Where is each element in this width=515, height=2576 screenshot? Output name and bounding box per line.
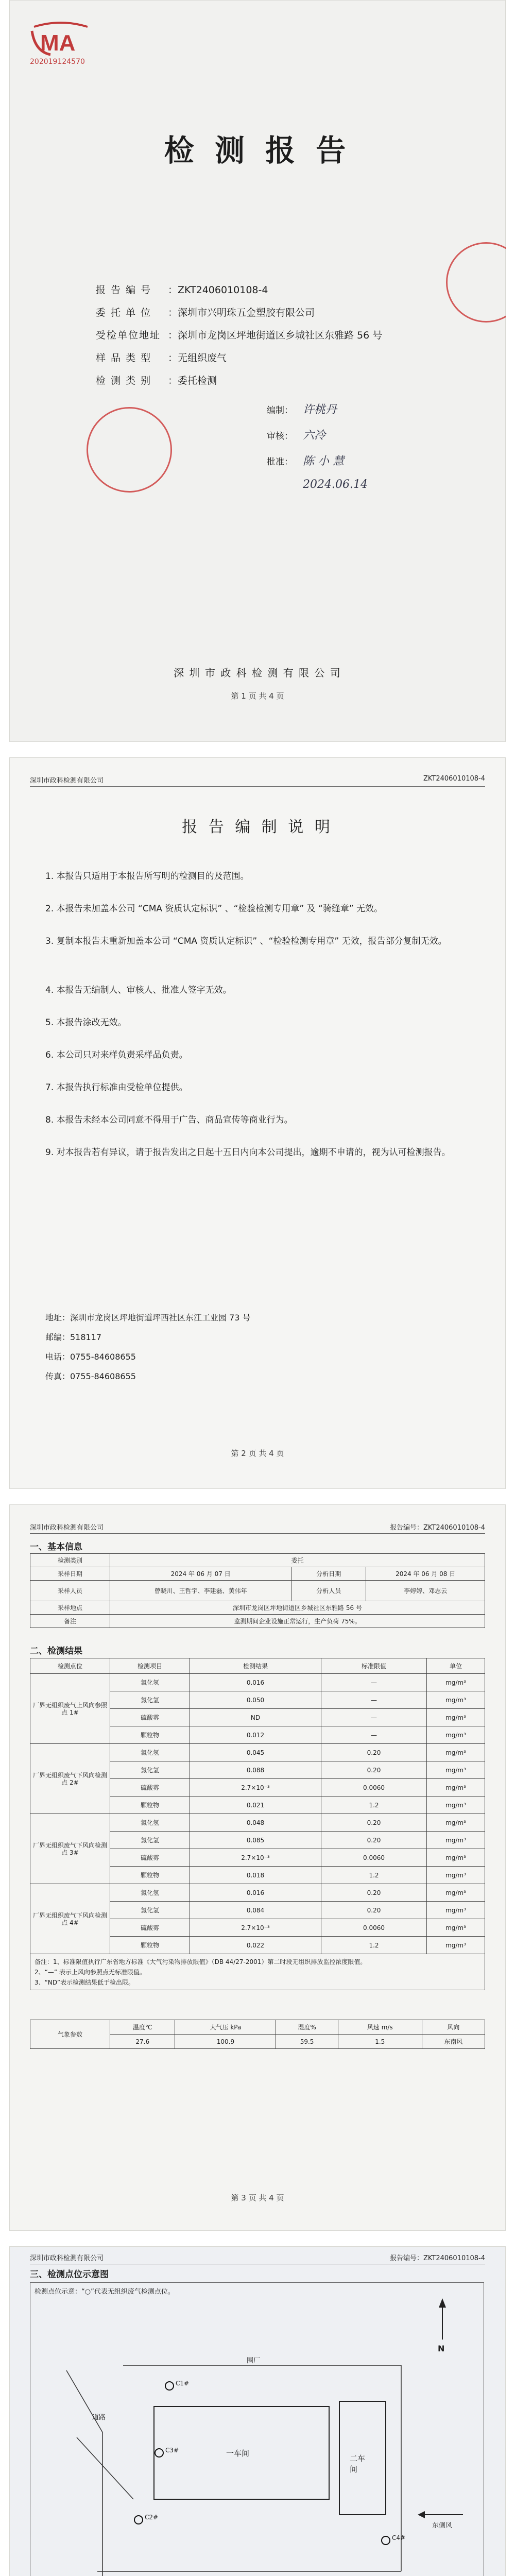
notes-title: 报 告 编 制 说 明 [182,818,333,836]
contact-phone: 电话：0755-84608655 [45,1352,136,1362]
note-item: 7. 本报告执行标准由受检单位提供。 [45,1082,188,1093]
wind-label: 东侧风 [432,2522,453,2530]
cover-page [9,0,506,742]
remark-line: 3、“ND”表示检测结果低于检出限。 [35,1978,134,1986]
remark-line: 备注：1、标准限值执行广东省地方标准《大气污染物排放限值》（DB 44/27-2001）第二时段无组织排放监控浓度限值。 [35,1958,367,1965]
note-item: 8. 本报告未经本公司同意不得用于广告、商品宣传等商业行为。 [45,1115,293,1125]
note-item: 6. 本公司只对来样负责采样品负责。 [45,1050,188,1060]
field-address: 受检单位地址 ：深圳市龙岗区坪地街道区乡城社区东雅路 56 号 [96,330,383,341]
field-sample-type: 样 品 类 型 ：无组织废气 [96,352,227,364]
point-label-c2: C2# [145,2514,159,2521]
page-number: 第 2 页 共 4 页 [231,1449,284,1458]
results-table: 检测点位 检测项目 检测结果 标准限值 单位 厂界无组织废气上风向参照点 1# 氯化氢 0.016 — mg/m³ 氯化氢 0.050 — mg/m³ 硫酸雾 ND — mg/m³ 颗粒物 0.012 — mg/m³ 厂界无组织废气下风向检测点 2# 氯化氢 0.045 0.20 mg/m³ 氯化氢 0.088 0.20 mg/m³ 硫酸雾 2.7×10⁻³ 0.0060 mg/m³ 颗粒物 0.021 1.2 mg/m³ 厂界无组织废气下风向检测点 3# 氯化氢 0.048 0.20 mg/m³ 氯化氢 0.085 0.20 mg/m³ 硫酸雾 2.7×10⁻³ 0.0060 mg/m³ 颗粒物 0.018 1.2 mg/m³ 厂界无组织废气下风向检测点 4# 氯化氢 0.016 0.20 mg/m³ 氯化氢 0.084 0.20 mg/m³ 硫酸雾 2.7×10⁻³ 0.0060 mg/m³ 颗粒物 0.022 1.2 mg/m³ 备注：1、标准限值执行广东省地方标准《大气污染物排放限值》（DB 44/27-2001）第二时段无组织排放监控浓度限值。 2、“—” 表示上风向参照点无标准限值。 3、“ND”表示检测结果低于检出限。 [30,1658,485,1990]
note-item: 4. 本报告无编制人、审核人、批准人签字无效。 [45,985,232,995]
report-title: 检 测 报 告 [164,133,351,168]
sig-reviewer: 审核： 六冷 [267,429,326,442]
field-report-no: 报 告 编 号 ：ZKT2406010108-4 [96,284,268,296]
sig-compiler: 编制： 许桃丹 [267,403,337,416]
north-arrow-icon [439,2298,446,2340]
field-test-category: 检 测 类 别 ：委托检测 [96,375,217,386]
diagram-caption: 检测点位示意：“○”代表无组织废气检测点位。 [35,2288,175,2296]
note-item: 2. 本报告未加盖本公司 “CMA 资质认定标识” 、“检验检测专用章” 及 “骑缝章” 无效。 [45,904,383,914]
section-basic-info: 一、基本信息 [30,1542,82,1552]
point-label-c3: C3# [165,2447,179,2454]
page-header: 深圳市政科检测有限公司 报告编号：ZKT2406010108-4 [30,2250,485,2264]
point-label-c1: C1# [176,2380,190,2387]
contact-address: 地址：深圳市龙岗区坪地街道坪西社区东江工业园 73 号 [45,1313,251,1323]
note-item: 9. 对本报告若有异议，请于报告发出之日起十五日内向本公司提出，逾期不申请的，视为认可检测报告。 [45,1147,451,1158]
remark-line: 2、“—” 表示上风向参照点无标准限值。 [35,1968,146,1976]
sig-approver: 批准： 陈 小 慧 [267,455,344,468]
building-two-label: 二车间 [350,2454,366,2474]
page-number: 第 1 页 共 4 页 [231,691,284,701]
weather-table: 气象参数 温度℃ 大气压 kPa 湿度% 风速 m/s 风向 27.6 100.9 59.5 1.5 东南风 [30,2020,485,2049]
section-sampling-map: 三、检测点位示意图 [30,2269,109,2280]
contact-fax: 传真：0755-84608655 [45,1371,136,1381]
sig-date: 2024.06.14 [303,478,368,491]
field-client: 委 托 单 位 ：深圳市兴明珠五金塑胶有限公司 [96,307,315,318]
cma-number: 202019124570 [30,58,85,66]
notes-page [9,757,506,1489]
company-name: 深 圳 市 政 科 检 测 有 限 公 司 [174,667,341,679]
basic-info-table: 检测类别 委托 采样日期 2024 年 06 月 07 日 分析日期 2024 年 06 月 08 日 采样人员 曾晓川、王哲宇、李建磊、黄伟年 分析人员 李婷婷、邓志云 采样地点 深圳市龙岗区坪地街道区乡城社区东雅路 56 号 备注 监测期间企业设施正常运行，生产负荷 75%。 [30,1553,485,1628]
contact-postcode: 邮编：518117 [45,1332,102,1342]
company-seal-lower [87,407,172,493]
diagram-svg [30,2283,484,2576]
company-seal [446,242,506,323]
note-item: 1. 本报告只适用于本报告所写明的检测目的及范围。 [45,871,249,882]
page-header: 深圳市政科检测有限公司 ZKT2406010108-4 [30,773,485,787]
note-item: 3. 复制本报告未重新加盖本公司 “CMA 资质认定标识” 、“检验检测专用章” 无效，报告部分复制无效。 [45,936,447,946]
section-results: 二、检测结果 [30,1646,82,1656]
results-page [9,1504,506,2231]
methods-page [9,2246,506,2576]
road-left-label: 道路 [92,2414,106,2421]
svg-text:MA: MA [40,30,76,56]
note-item: 5. 本报告涂改无效。 [45,1018,127,1028]
sampling-diagram [30,2282,484,2576]
point-label-c4: C4# [392,2534,406,2541]
north-label: N [438,2344,445,2353]
building-one-label: 一车间 [226,2449,250,2458]
page-number: 第 3 页 共 4 页 [231,2193,284,2202]
road-top-label: 围厂 [247,2357,261,2365]
cma-logo [30,21,92,57]
page-header: 深圳市政科检测有限公司 报告编号：ZKT2406010108-4 [30,1520,485,1534]
